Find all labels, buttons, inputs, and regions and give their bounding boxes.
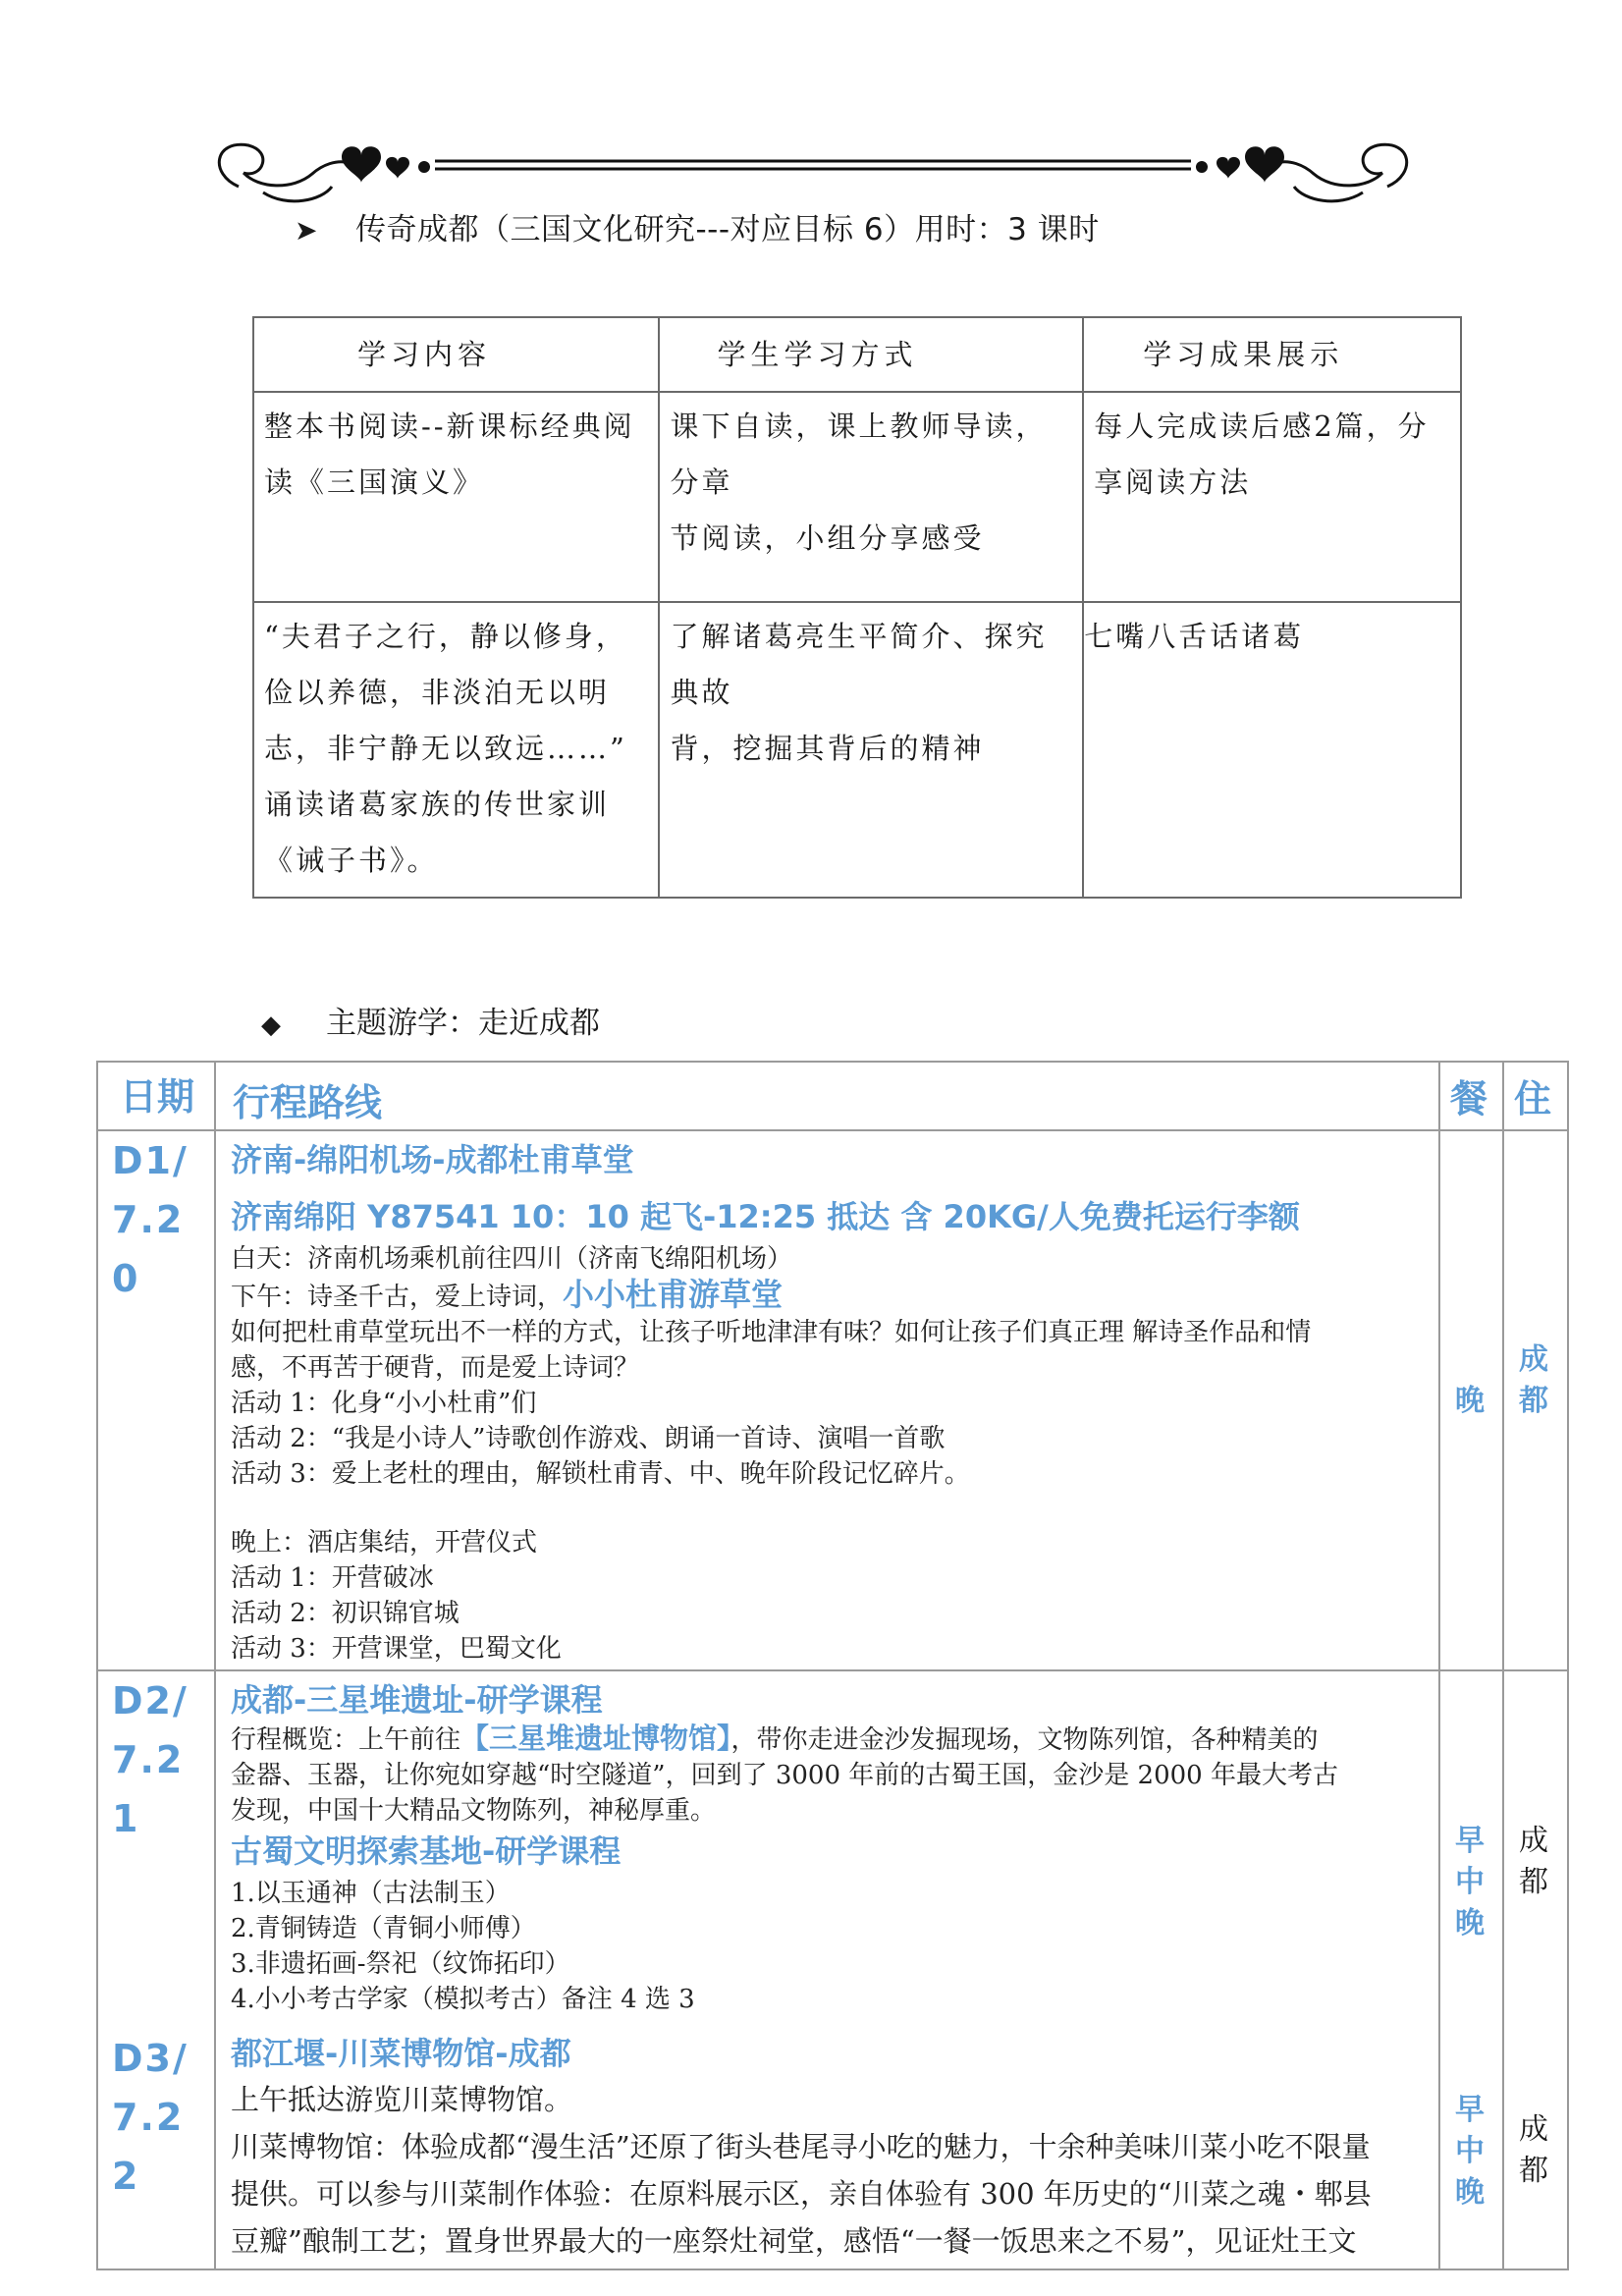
header-content: 学习内容 (253, 317, 659, 392)
day1-meal: 晚 (1455, 1384, 1485, 1418)
day3-text: 上午抵达游览川菜博物馆。 (231, 2083, 573, 2116)
header-route: 行程路线 (233, 1081, 383, 1124)
day3-title: 都江堰-川菜博物馆-成都 (231, 2035, 571, 2072)
course-item: 2.青铜铸造（青铜小师傅） (231, 1914, 536, 1943)
cell-result: 七嘴八舌话诸葛 (1083, 602, 1461, 898)
day2-content (231, 1675, 1532, 2017)
table-row (253, 392, 1461, 602)
section-heading-study-tour (261, 1002, 600, 1047)
day1-evening: 晚上：酒店集结，开营仪式 (231, 1528, 538, 1558)
header-result: 学习成果展示 (1083, 317, 1461, 392)
itinerary-table (96, 1061, 1569, 2270)
cell-method: 课下自读，课上教师导读，分章 节阅读，小组分享感受 (659, 392, 1083, 602)
day2-overview: 行程概览：上午前往【三星堆遗址博物馆】，带你走进金沙发掘现场，文物陈列馆，各种精美的 (231, 1722, 1319, 1755)
day2-subtitle: 古蜀文明探索基地-研学课程 (231, 1832, 622, 1870)
day3-text: 川菜博物馆：体验成都“漫生活”还原了街头巷尾寻小吃的魅力，十余种美味川菜小吃不限量 (231, 2130, 1371, 2163)
column-divider (214, 1063, 216, 2269)
course-item: 3.非遗拓画-祭祀（纹饰拓印） (231, 1949, 570, 1979)
table-row (253, 602, 1461, 898)
header-method: 学生学习方式 (659, 317, 1083, 392)
day3-content (231, 2029, 1532, 2265)
section-title: 主题游学：走近成都 (326, 1006, 600, 1041)
decorative-divider (204, 130, 1422, 208)
museum-highlight: 【三星堆遗址博物馆】 (460, 1722, 731, 1755)
day3-text: 豆瓣”酿制工艺；置身世界最大的一座祭灶祠堂，感悟“一餐一饭思来之不易”，见证灶王文 (231, 2224, 1357, 2258)
day1-flight: 济南绵阳 Y87541 10：10 起飞-12:25 抵达 含 20KG/人免费托运行李额 (231, 1198, 1300, 1235)
day1-intro: 如何把杜甫草堂玩出不一样的方式，让孩子听地津津有味？如何让孩子们真正理 解诗圣作品和情 (231, 1318, 1312, 1347)
day1-activity: 活动 2：“我是小诗人”诗歌创作游戏、朗诵一首诗、演唱一首歌 (231, 1424, 946, 1453)
day3-text: 提供。可以参与川菜制作体验：在原料展示区，亲自体验有 300 年历史的“川菜之魂・郫县 (231, 2177, 1372, 2211)
day2-meal: 早 中 晚 (1455, 1824, 1485, 1941)
row-divider (98, 1129, 1567, 1131)
cell-method: 了解诸葛亮生平简介、探究典故 背，挖掘其背后的精神 (659, 602, 1083, 898)
cell-result: 每人完成读后感2篇，分 享阅读方法 (1083, 392, 1461, 602)
day1-title: 济南-绵阳机场-成都杜甫草堂 (231, 1141, 634, 1178)
section-title: 传奇成都（三国文化研究---对应目标 6）用时：3 课时 (355, 212, 1100, 247)
day1-activity: 活动 3：爱上老杜的理由，解锁杜甫青、中、晚年阶段记忆碎片。 (231, 1459, 970, 1489)
header-date: 日期 (120, 1075, 195, 1119)
cell-content: 整本书阅读--新课标经典阅 读《三国演义》 (253, 392, 659, 602)
day-label-d2: D2/ 7.2 1 (112, 1679, 189, 1840)
day2-overview: 金器、玉器，让你宛如穿越“时空隧道”，回到了 3000 年前的古蜀王国，金沙是 2000 年最大考古 (231, 1761, 1338, 1790)
day1-stay: 成 都 (1519, 1342, 1548, 1418)
course-item: 4.小小考古学家（模拟考古）备注 4 选 3 (231, 1985, 695, 2014)
day2-stay: 成 都 (1519, 1824, 1548, 1899)
day1-daytime: 白天：济南机场乘机前往四川（济南飞绵阳机场） (231, 1244, 793, 1274)
day1-content (231, 1135, 1532, 1667)
day1-evening-activity: 活动 3：开营课堂，巴蜀文化 (231, 1634, 562, 1664)
learning-plan-table (252, 316, 1462, 899)
afternoon-highlight: 小小杜甫游草堂 (563, 1276, 784, 1313)
day3-meal: 早 中 晚 (1455, 2093, 1485, 2210)
day1-evening-activity: 活动 2：初识锦官城 (231, 1599, 460, 1628)
day1-intro: 感，不再苦于硬背，而是爱上诗词？ (231, 1353, 640, 1383)
header-stay: 住 (1514, 1077, 1552, 1121)
day2-overview: 发现，中国十大精品文物陈列，神秘厚重。 (231, 1796, 717, 1826)
cell-content: “夫君子之行，静以修身， 俭以养德，非淡泊无以明 志，非宁静无以致远……” 诵读诸葛家族的传世家训 《诫子书》。 (253, 602, 659, 898)
day1-activity: 活动 1：化身“小小杜甫”们 (231, 1389, 537, 1418)
row-divider (98, 1669, 1567, 1671)
day3-stay: 成 都 (1519, 2112, 1548, 2188)
day-label-d1: D1/ 7.2 0 (112, 1139, 189, 1300)
day1-afternoon: 下午：诗圣千古，爱上诗词，小小杜甫游草堂 (231, 1276, 784, 1313)
header-meal: 餐 (1450, 1077, 1488, 1121)
day1-evening-activity: 活动 1：开营破冰 (231, 1563, 434, 1593)
section-heading-legend-chengdu (295, 208, 1100, 252)
arrow-bullet-icon: ➤ (295, 214, 318, 246)
table-header-row (253, 317, 1461, 392)
diamond-bullet-icon: ◆ (261, 1011, 281, 1040)
day2-title: 成都-三星堆遗址-研学课程 (231, 1681, 603, 1719)
day-label-d3: D3/ 7.2 2 (112, 2037, 189, 2198)
course-item: 1.以玉通神（古法制玉） (231, 1879, 511, 1908)
